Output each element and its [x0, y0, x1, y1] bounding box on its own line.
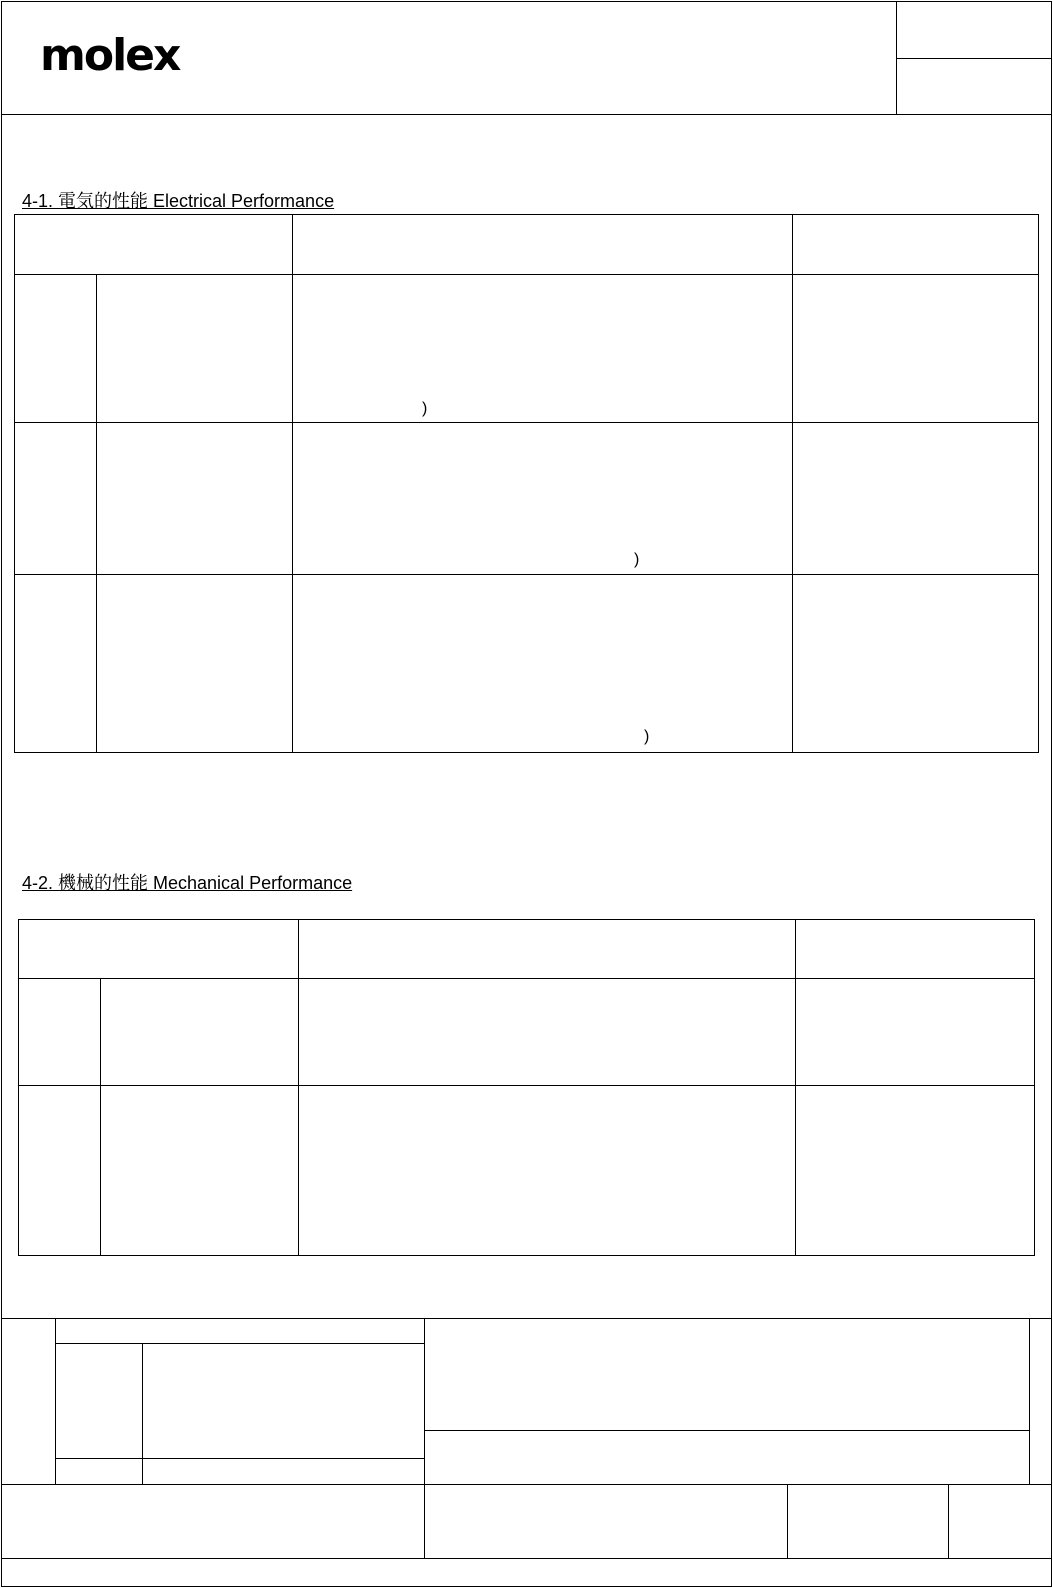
electrical-row-1-line — [14, 422, 1039, 423]
electrical-row-2-paren: ) — [634, 551, 640, 568]
electrical-condition-col-line — [292, 214, 293, 753]
footer-lower-col-line-2 — [948, 1484, 949, 1558]
header-title-box-split — [896, 58, 1052, 59]
footer-bottom-line — [1, 1558, 1052, 1559]
electrical-row-1-paren: ) — [422, 400, 428, 417]
electrical-performance-heading: 4-1. 電気的性能 Electrical Performance — [22, 191, 335, 211]
mechanical-performance-heading: 4-2. 機械的性能 Mechanical Performance — [22, 873, 353, 893]
molex-logo: molex — [40, 30, 180, 81]
electrical-row-2-line — [14, 574, 1039, 575]
mechanical-requirement-col-line — [795, 919, 796, 1256]
electrical-requirement-col-line — [792, 214, 793, 753]
mechanical-table-header-line — [18, 978, 1035, 979]
footer-left-sub-line-2 — [55, 1458, 424, 1459]
footer-left-block-right-line — [424, 1318, 425, 1558]
footer-right-edge-line — [1029, 1318, 1030, 1485]
footer-left-sub-line-1 — [55, 1343, 424, 1344]
mechanical-item-col-line — [100, 978, 101, 1256]
footer-top-line — [1, 1318, 1052, 1319]
mechanical-condition-col-line — [298, 919, 299, 1256]
footer-lower-col-line-1 — [787, 1484, 788, 1558]
electrical-item-col-line — [96, 274, 97, 753]
footer-left-inner-col-line — [142, 1343, 143, 1485]
electrical-table-header-line — [14, 274, 1039, 275]
electrical-table — [14, 214, 1039, 753]
mechanical-row-1-line — [18, 1085, 1035, 1086]
electrical-row-3-paren: ) — [644, 728, 650, 745]
mechanical-table — [18, 919, 1035, 1256]
footer-lower-line — [1, 1484, 1052, 1485]
footer-right-mid-line — [424, 1430, 1029, 1431]
header-bottom-line — [1, 114, 1052, 115]
